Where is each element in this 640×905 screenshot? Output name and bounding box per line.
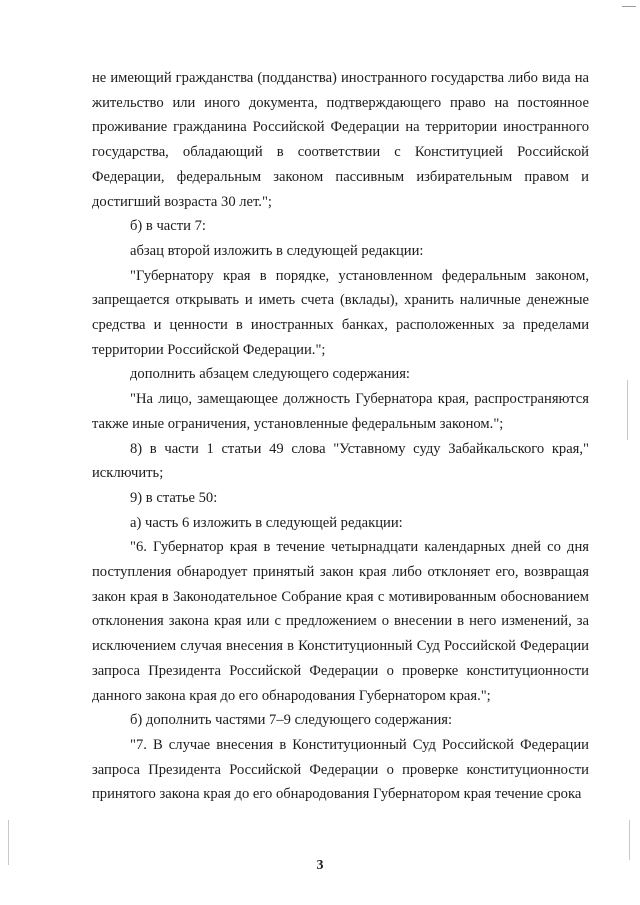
paragraph-2: б) в части 7: [130,218,206,235]
scan-corner-mark [622,6,636,7]
paragraph-12: "7. В случае внесения в Конституционный Суд Российской Федерации запроса Президента Российской Федерации о проверке конституционности принятого закона края до его обнародования Губернатором края течение срока [92,736,589,803]
paragraph-3: абзац второй изложить в следующей редакции: [130,242,424,259]
document-body [92,66,589,807]
paragraph-11: б) дополнить частями 7–9 следующего содержания: [130,712,453,729]
paragraph-1: не имеющий гражданства (подданства) иностранного государства либо вида на жительство или иного документа, подтверждающего право на постоянное проживание гражданина Российской Федерации на территории иностранного государства, обладающий в соответствии с Конституцией Российской Федерации, федеральным законом пассивным избирательным правом и достигший возраста 30 лет."; [92,70,589,210]
paragraph-9: а) часть 6 изложить в следующей редакции: [130,514,403,531]
paragraph-6: "На лицо, замещающее должность Губернатора края, распространяются также иные ограничения, установленные федеральным законом."; [92,391,589,432]
paragraph-10: "6. Губернатор края в течение четырнадцати календарных дней со дня поступления обнародует принятый закон края либо отклоняет его, возвращая закон края в Законодательное Собрание края с мотивированным обоснованием отклонения закона края или с предложением о внесении в него изменений, за исключением случая внесения в Конституционный Суд Российской Федерации запроса Президента Российской Федерации о проверке конституционности данного закона края до его обнародования Губернатором края."; [92,539,589,704]
paragraph-4: "Губернатору края в порядке, установленном федеральным законом, запрещается открывать и иметь счета (вклады), хранить наличные денежные средства и ценности в иностранных банках, расположенных за пределами территории Российской Федерации."; [92,267,589,358]
scan-edge-mark-right-lower [629,820,630,860]
paragraph-8: 9) в статье 50: [130,489,218,506]
paragraph-5: дополнить абзацем следующего содержания: [130,366,410,383]
paragraph-7: 8) в части 1 статьи 49 слова "Уставному суду Забайкальского края," исключить; [92,440,589,482]
scan-edge-mark-right [627,380,628,440]
scan-edge-mark-left [8,820,9,865]
page-number: 3 [316,858,324,873]
